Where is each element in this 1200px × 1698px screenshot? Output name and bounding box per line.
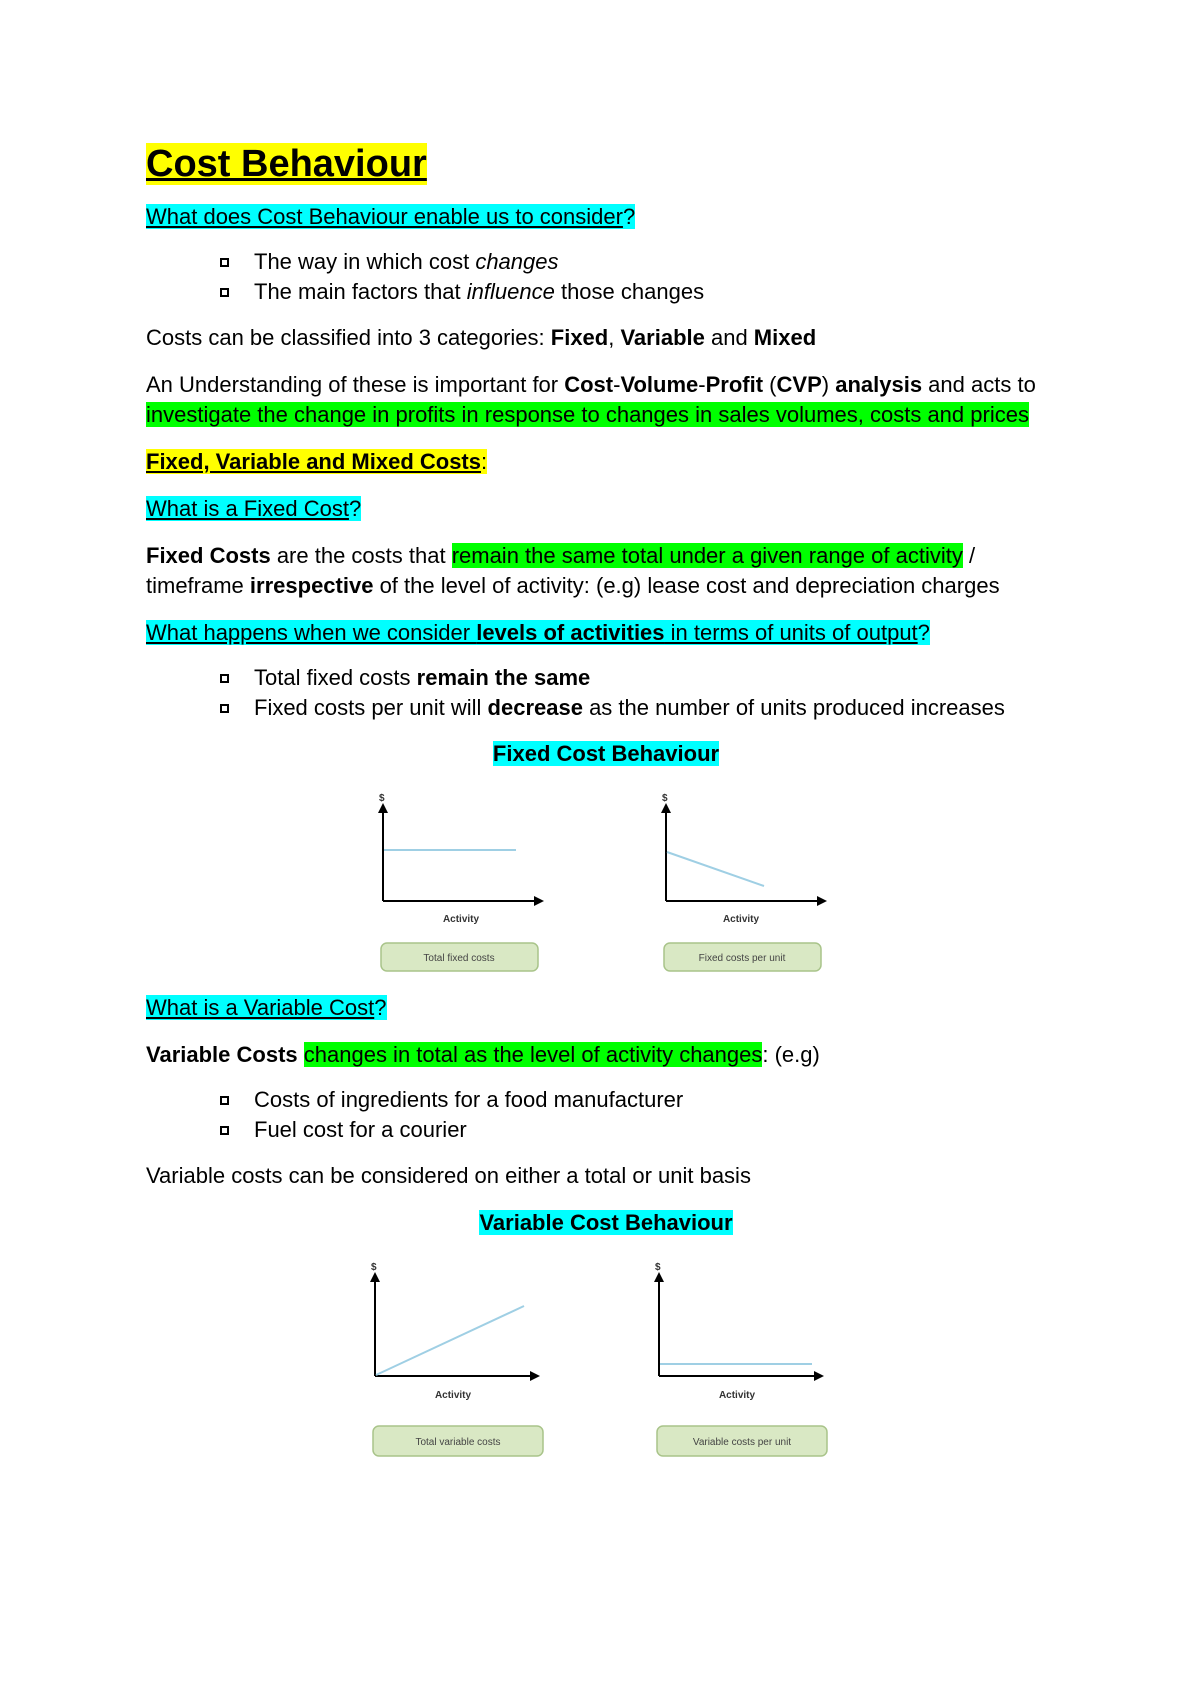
- caption-text: Variable costs per unit: [692, 1437, 792, 1448]
- list-item: Costs of ingredients for a food manufacturer: [254, 1085, 1066, 1115]
- x-axis-arrow: [530, 1371, 540, 1381]
- variable-cost-charts: [146, 1248, 1066, 1468]
- x-axis-label: Activity: [718, 1390, 756, 1401]
- caption-text: Total variable costs: [415, 1437, 501, 1448]
- cost-line-increasing: [376, 1306, 524, 1375]
- list-item: Fuel cost for a courier: [254, 1115, 1066, 1145]
- y-axis-label: $: [371, 1262, 377, 1273]
- y-axis-arrow: [378, 803, 388, 813]
- document-page: [146, 140, 1066, 1468]
- x-axis-arrow: [814, 1371, 824, 1381]
- list-item: Fixed costs per unit will decrease as the number of units produced increases: [254, 693, 1066, 723]
- bullet-list-3: [146, 1085, 1066, 1145]
- cost-line-decreasing: [667, 852, 764, 886]
- y-axis-arrow: [654, 1272, 664, 1282]
- categories-paragraph: Costs can be classified into 3 categories: Fixed, Variable and Mixed: [146, 325, 817, 350]
- list-item: Total fixed costs remain the same: [254, 663, 1066, 693]
- chart-fixed-costs-per-unit: [649, 779, 839, 979]
- question-3: What happens when we consider levels of activities in terms of units of output?: [146, 620, 930, 645]
- y-axis-label: $: [655, 1262, 661, 1273]
- fixed-cost-charts: [146, 779, 1066, 979]
- chart-total-variable-costs: [358, 1248, 548, 1468]
- fixed-cost-heading: Fixed Cost Behaviour: [492, 741, 720, 766]
- list-item: The way in which cost changes: [254, 247, 1066, 277]
- x-axis-label: Activity: [434, 1390, 472, 1401]
- x-axis-arrow: [817, 896, 827, 906]
- question-2: What is a Fixed Cost?: [146, 496, 362, 521]
- section-heading: Fixed, Variable and Mixed Costs:: [146, 449, 488, 474]
- question-4: What is a Variable Cost?: [146, 995, 387, 1020]
- variable-cost-heading: Variable Cost Behaviour: [479, 1210, 733, 1235]
- cvp-paragraph: An Understanding of these is important for Cost-Volume-Profit (CVP) analysis and acts to investigate the change in profits in response to changes in sales volumes, costs and prices: [146, 372, 1036, 427]
- variable-cost-note: Variable costs can be considered on either a total or unit basis: [146, 1163, 751, 1188]
- bullet-list-2: [146, 663, 1066, 723]
- bullet-list-1: [146, 247, 1066, 307]
- document-title: Cost Behaviour: [146, 143, 427, 185]
- x-axis-label: Activity: [442, 914, 480, 925]
- y-axis-label: $: [379, 793, 385, 804]
- x-axis-arrow: [534, 896, 544, 906]
- x-axis-label: Activity: [722, 914, 760, 925]
- variable-cost-definition: Variable Costs changes in total as the level of activity changes: (e.g): [146, 1042, 820, 1067]
- caption-text: Total fixed costs: [423, 953, 495, 964]
- fixed-cost-definition: Fixed Costs are the costs that remain the same total under a given range of activity / timeframe irrespective of the level of activity: (e.g) lease cost and depreciation charges: [146, 543, 1000, 598]
- y-axis-label: $: [662, 793, 668, 804]
- chart-variable-costs-per-unit: [642, 1248, 832, 1468]
- list-item: The main factors that influence those changes: [254, 277, 1066, 307]
- question-1: What does Cost Behaviour enable us to consider?: [146, 204, 636, 229]
- y-axis-arrow: [370, 1272, 380, 1282]
- y-axis-arrow: [661, 803, 671, 813]
- chart-total-fixed-costs: [366, 779, 556, 979]
- caption-text: Fixed costs per unit: [698, 953, 786, 964]
